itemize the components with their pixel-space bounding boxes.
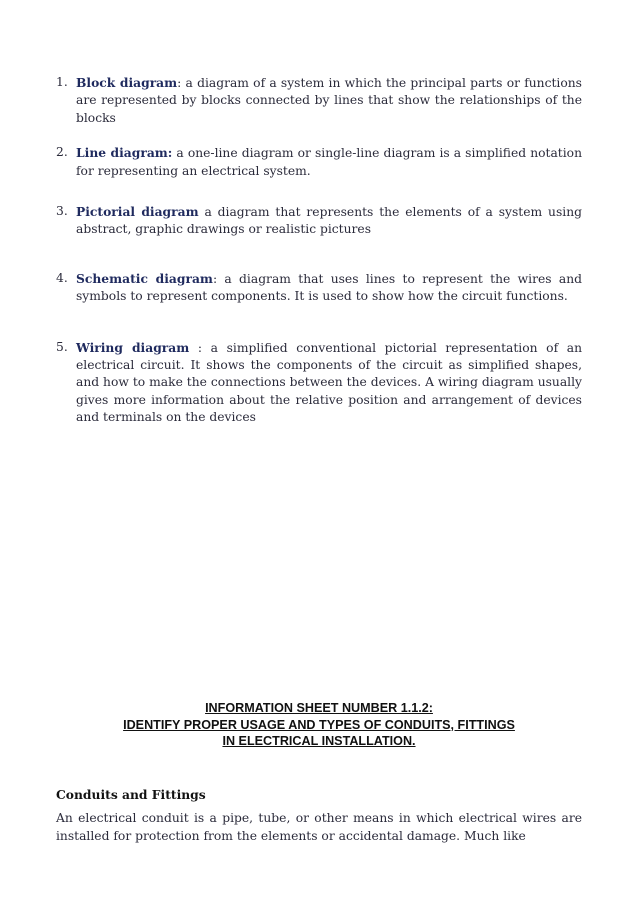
section-paragraph: An electrical conduit is a pipe, tube, or other means in which electrical wires are installed for protection from the elements or accidental damage. Much like bbox=[56, 811, 582, 843]
term-line-diagram: Line diagram: bbox=[76, 145, 173, 161]
info-sheet-subtitle-line-2: IN ELECTRICAL INSTALLATION. bbox=[222, 734, 416, 748]
definition-text: : a diagram that uses lines to represent the wires and symbols to represent components. It is used to show how the circuit functions. bbox=[76, 271, 582, 304]
definition-text: a one-line diagram or single-line diagram is a simplified notation for representing an electrical system. bbox=[76, 146, 582, 178]
list-item bbox=[56, 270, 582, 306]
term-wiring-diagram: Wiring diagram bbox=[76, 339, 190, 355]
diagram-definitions-list bbox=[56, 74, 582, 427]
info-sheet-subtitle-line-1: IDENTIFY PROPER USAGE AND TYPES OF CONDUITS, FITTINGS bbox=[123, 717, 515, 732]
list-item bbox=[56, 203, 582, 239]
term-block-diagram: Block diagram bbox=[76, 75, 178, 90]
list-item bbox=[56, 339, 582, 427]
definition-text: : a simplified conventional pictorial representation of an electrical circuit. It shows the components of the circuit as simplified shapes, and how to make the connections between the devices. A wiring diagram usually gives more information about the relative position and arrangement of devices and terminals on the devices bbox=[76, 340, 583, 425]
section-title: Conduits and Fittings bbox=[56, 787, 206, 802]
definition-text: : a diagram of a system in which the principal parts or functions are represented by blocks connected by lines that show the relationships of the blocks bbox=[76, 76, 582, 125]
list-item bbox=[56, 144, 582, 180]
information-sheet-heading bbox=[56, 700, 582, 750]
list-number: 1. bbox=[56, 75, 68, 89]
list-number: 2. bbox=[56, 145, 68, 160]
list-number: 4. bbox=[56, 270, 68, 285]
term-pictorial-diagram: Pictorial diagram bbox=[76, 204, 199, 220]
list-item bbox=[56, 74, 582, 127]
list-number: 5. bbox=[56, 339, 68, 354]
list-number: 3. bbox=[56, 204, 68, 219]
definition-text: a diagram that represents the elements of a system using abstract, graphic drawings or realistic pictures bbox=[76, 205, 582, 237]
info-sheet-title: INFORMATION SHEET NUMBER 1.1.2: bbox=[205, 701, 433, 715]
term-schematic-diagram: Schematic diagram bbox=[76, 270, 213, 286]
